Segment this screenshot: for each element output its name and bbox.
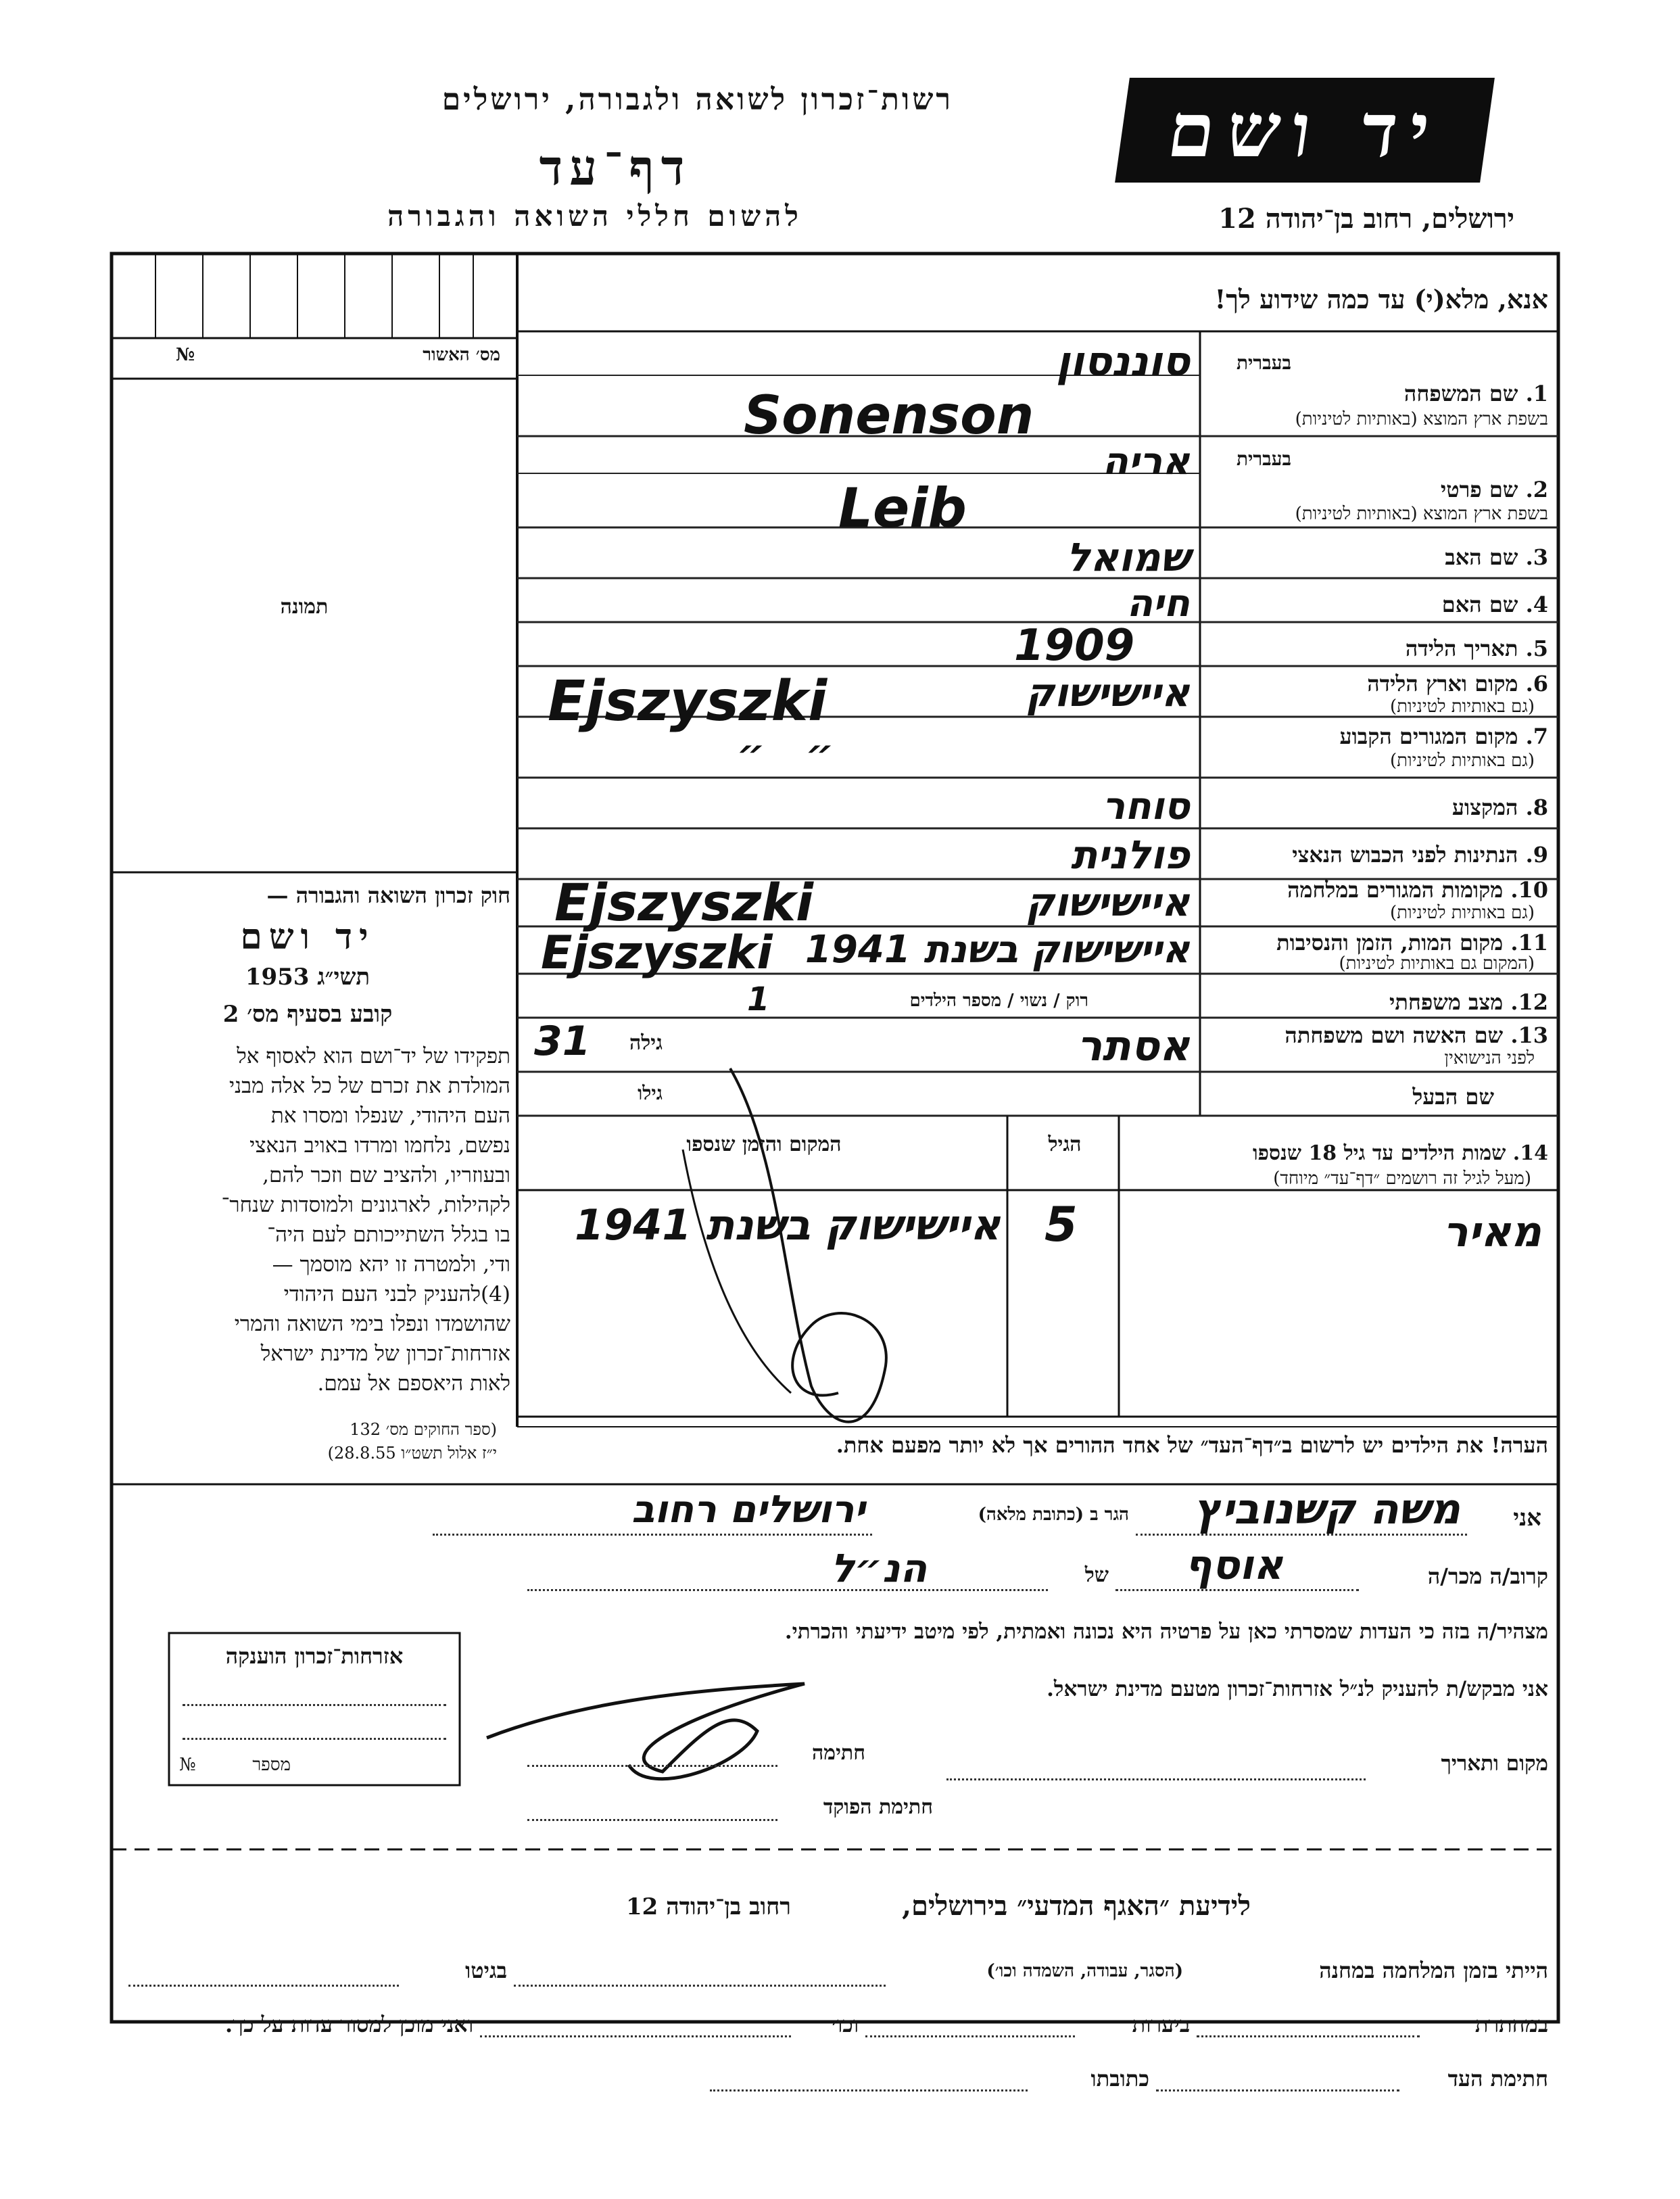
footer-camp-label: הייתי בזמן המלחמה במחנה xyxy=(1319,1958,1548,1983)
field-7-hint: (גם באותיות לטיניות) xyxy=(1389,751,1535,771)
field-4-label: 4. שם האם xyxy=(1441,592,1548,617)
law-text-line: העם היהודי, שנפלו ומסרו את xyxy=(270,1104,510,1128)
field-9-label: 9. הנתינות לפני הכבוש הנאצי xyxy=(1292,842,1548,868)
yad-vashem-logo xyxy=(1115,78,1495,183)
of-label: של xyxy=(1084,1563,1109,1587)
field-2-label: 2. שם פרטי xyxy=(1440,477,1548,502)
birth-date: 1909 xyxy=(1014,621,1135,671)
footer-etc-label: וכו׳ xyxy=(832,2012,859,2037)
child-age: 5 xyxy=(1045,1197,1078,1252)
law-text-line: (4)להעניק לבני העם היהודי xyxy=(283,1282,510,1306)
nationality: פולנית xyxy=(1070,832,1190,878)
intro-text: אנא, מלא(י) עד כמה שידוע לך! xyxy=(1214,284,1548,314)
relative-label: קרוב/ה מכר/ה xyxy=(1427,1563,1548,1589)
wartime-residence-latin: Ejszyszki xyxy=(554,872,814,932)
death-place-hebrew: איישישוק בשנת 1941 xyxy=(805,928,1190,972)
law-text-line: בו בגלל השתייכותם לעם היה־ xyxy=(267,1223,510,1247)
declarant-name: משה קשנוביץ xyxy=(1194,1484,1460,1534)
declarant-address: ירושלים רחוב xyxy=(631,1488,865,1532)
field-11-hint: (המקום גם באותיות לטיניות) xyxy=(1339,953,1535,974)
footer-address: רחוב בן־יהודה 12 xyxy=(625,1893,791,1920)
footer-title: לידיעת ״האגף המדעי״ בירושלים, xyxy=(902,1890,1251,1922)
children-count: 1 xyxy=(747,980,770,1018)
law-title: חוק זכרון השואה והגבורה — xyxy=(266,882,510,908)
family-name-hebrew: סוננסון xyxy=(1056,338,1190,385)
subtitle: להשום חללי השואה והגבורה xyxy=(387,199,802,233)
statement-text: מצהיר/ה בזה כי העדות שמסרתי כאן על פרטיה היא נכונה ואמתית, לפי מיטב ידיעתי והכרתי. xyxy=(784,1619,1548,1644)
law-ref-2: י״ז אלול תשט״ו 28.8.55) xyxy=(327,1444,497,1463)
wife-age-label: גילה xyxy=(629,1031,663,1055)
law-year: תשי״ג 1953 xyxy=(245,964,370,991)
husband-label: שם הבעל xyxy=(1412,1084,1494,1110)
field-3-label: 3. שם האב xyxy=(1445,544,1548,570)
field-5-label: 5. תאריך הלידה xyxy=(1405,636,1548,661)
residence: ״ ״ xyxy=(737,730,834,776)
field-12-label: 12. מצב משפחתי xyxy=(1389,989,1548,1015)
footer-witness-signature-label: חתימת העד xyxy=(1447,2066,1548,2091)
family-name-latin: Sonenson xyxy=(744,385,1034,446)
field-1-hint: בשפת ארץ המוצא (באותיות לטיניות) xyxy=(1295,409,1548,429)
footer-ghetto-label: בגיטו xyxy=(465,1958,507,1983)
org-line: רשות־זכרון לשואה ולגבורה, ירושלים xyxy=(441,82,953,117)
request-text: אני מבקש/ת להעניק לנ״ל אזרחות־זכרון מטעם מדינת ישראל. xyxy=(1047,1677,1548,1701)
address: ירושלים, רחוב בן־יהודה 12 xyxy=(1218,203,1514,235)
field-1-label: 1. שם המשפחה xyxy=(1403,381,1548,406)
birth-place-latin: Ejszyszki xyxy=(548,669,827,734)
child-name: מאיר xyxy=(1443,1207,1541,1256)
field-10-hint: (גם באותיות לטיניות) xyxy=(1389,903,1535,923)
law-text-line: לאות היאספם אל עמם. xyxy=(317,1371,510,1396)
children-col-age: הגיל xyxy=(1048,1133,1082,1156)
children-section-label: 14. שמות הילדים עד גיל 18 שנספו xyxy=(1252,1141,1548,1165)
footer-underground-label: במחתרת xyxy=(1474,2012,1548,2037)
first-name-hebrew: אריה xyxy=(1102,440,1190,483)
place-date-label: מקום ותאריך xyxy=(1441,1751,1548,1776)
field-13-hint: לפני הנישואין xyxy=(1444,1048,1535,1068)
footer-testimony-text: ואני מוכן למסור עדות על כך. xyxy=(224,2012,473,2037)
law-clause: קובע בסעיף מס׳ 2 xyxy=(222,1001,393,1028)
birth-place-hebrew: איישישוק xyxy=(1026,669,1190,715)
law-text-line: שהושמדו ונפלו בימי השואה והמרי xyxy=(234,1312,510,1336)
father-name: שמואל xyxy=(1066,534,1190,580)
profession: סוחר xyxy=(1102,784,1190,828)
child-death-place: איישישוק בשנת 1941 xyxy=(574,1200,1001,1250)
note-text: הערה! את הילדים יש לרשום ב״דף־העד״ של אחד ההורים אך לא יותר מפעם אחת. xyxy=(836,1432,1548,1458)
field-10-label: 10. מקומות המגורים במלחמה xyxy=(1287,877,1548,903)
husband-age-label: גילו xyxy=(638,1082,663,1104)
photo-placeholder: תמונה xyxy=(280,595,329,619)
children-col-place: המקום והזמן שנספו xyxy=(686,1133,842,1156)
law-text xyxy=(125,1041,510,1398)
approval-no-sign: № xyxy=(176,345,195,365)
field-6-hint: (גם באותיות לטיניות) xyxy=(1389,696,1535,717)
field-2-heb-label: בעברית xyxy=(1236,448,1291,470)
field-8-label: 8. המקצוע xyxy=(1451,795,1548,820)
field-2-hint: בשפת ארץ המוצא (באותיות לטיניות) xyxy=(1295,504,1548,524)
footer-camp-hint: (הסגר, עבודה, השמדה וכו׳) xyxy=(986,1961,1183,1981)
wartime-residence-hebrew: איישישוק xyxy=(1026,879,1190,925)
law-text-line: המולדת את זכרם של כל אלה מבני xyxy=(229,1074,510,1098)
wife-age: 31 xyxy=(534,1018,591,1065)
footer-witness-address-label: כתובתו xyxy=(1090,2066,1149,2091)
relation-value: אוסף xyxy=(1184,1542,1283,1589)
field-11-label: 11. מקום המות, הזמן והנסיבות xyxy=(1276,930,1548,955)
law-text-line: ודי, ולמטרה זו יהא מוסמך — xyxy=(272,1252,510,1277)
logo-text: יד ושם xyxy=(1162,87,1447,174)
citizenship-no-label: מספר xyxy=(252,1755,291,1775)
first-name-latin: Leib xyxy=(838,477,967,540)
living-at-label: הגר ב (כתובת מלאה) xyxy=(978,1505,1129,1525)
field-7-label: 7. מקום המגורים הקבוע xyxy=(1339,724,1548,749)
law-text-line: תפקידו של יד־ושם הוא לאסוף אל xyxy=(237,1044,510,1068)
of-value: הנ״ל xyxy=(830,1545,928,1591)
form-title: דף־עד xyxy=(539,139,692,196)
officer-signature-label: חתימת הפוקד xyxy=(823,1795,933,1819)
field-13-label: 13. שם האשה ושם משפחתה xyxy=(1285,1022,1548,1048)
citizenship-no-sign: № xyxy=(179,1755,196,1775)
footer-forests-label: ביערות xyxy=(1132,2012,1190,2037)
citizenship-box-title: אזרחות־זכרון הוענקה xyxy=(225,1643,404,1669)
death-place-latin: Ejszyszki xyxy=(541,926,773,980)
signature-label: חתימה xyxy=(812,1741,865,1765)
law-text-line: ובעוזריו, ולהציב שם וזכר להם, xyxy=(262,1163,510,1187)
law-text-line: נפשם, נלחמו ומרדו באויב הנאצי xyxy=(249,1133,510,1158)
field-1-heb-label: בעברית xyxy=(1236,352,1291,374)
mother-name: חיה xyxy=(1126,582,1190,625)
field-6-label: 6. מקום וארץ הלידה xyxy=(1367,671,1548,696)
declaration-i: אני xyxy=(1513,1505,1541,1532)
marital-status-options: רוק / נשוי / מספר הילדים xyxy=(909,991,1088,1011)
law-ref-1: (ספר החוקים מס׳ 132 xyxy=(350,1420,497,1439)
law-text-line: אזרחות־זכרון של מדינת ישראל xyxy=(260,1342,510,1366)
wife-name: אסתר xyxy=(1077,1021,1190,1070)
law-name: יד ושם xyxy=(240,916,375,957)
children-section-hint: (מעל לגיל זה רושמים ״דף־עד״ מיוחד) xyxy=(1273,1168,1531,1189)
approval-no-label: מס׳ האשור xyxy=(423,345,500,365)
law-text-line: לקהילות, לארגונים ולמוסדות שנחר־ xyxy=(221,1193,510,1217)
